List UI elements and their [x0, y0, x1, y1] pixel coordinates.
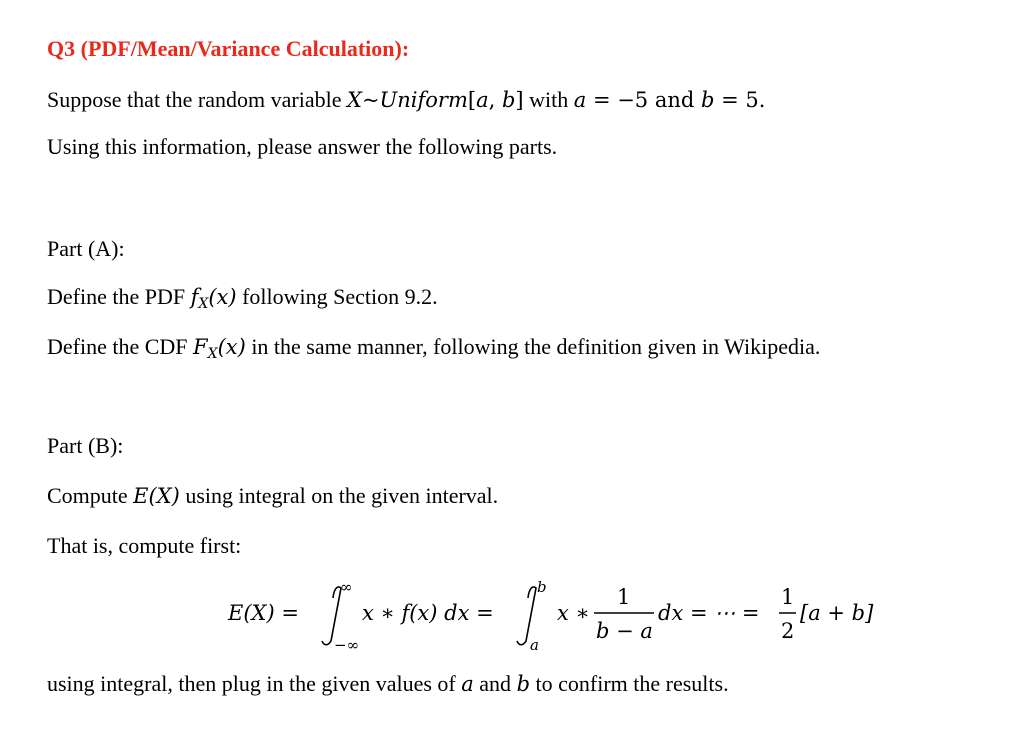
- frac-numerator: 1: [617, 585, 631, 609]
- cdf-text: Define the CDF: [47, 334, 194, 359]
- intro-text: Suppose that the random variable: [47, 87, 347, 112]
- compute-post-text: using integral on the given interval.: [179, 483, 499, 508]
- cdf-arg: (x): [217, 335, 246, 359]
- eq-result: [a + b]: [800, 601, 874, 625]
- expectation-equation: [0, 568, 1024, 658]
- pdf-symbol: f: [190, 285, 199, 309]
- tilde-symbol: ~: [361, 88, 380, 112]
- closing-post-text: to confirm the results.: [530, 671, 729, 696]
- part-b-closing: [47, 673, 729, 695]
- integral-lower-1: −∞: [334, 636, 360, 654]
- half-numerator: 1: [781, 585, 795, 609]
- b-value: = 5.: [714, 88, 766, 112]
- part-a-pdf: [47, 286, 438, 311]
- b-symbol: b: [701, 88, 715, 112]
- cdf-post-text: in the same manner, following the definition given in Wikipedia.: [245, 334, 821, 359]
- var-x: X: [346, 88, 362, 112]
- closing-text: using integral, then plug in the given values of: [47, 671, 462, 696]
- with-text: with: [523, 87, 574, 112]
- a-symbol: a: [573, 88, 587, 112]
- distribution-name: Uniform: [379, 88, 468, 112]
- question-intro: [47, 89, 765, 111]
- part-b-compute: [47, 485, 498, 507]
- part-a-heading: Part (A):: [47, 236, 125, 261]
- pdf-text: Define the PDF: [47, 284, 191, 309]
- eq-dx-dots: dx = ⋯ =: [658, 601, 760, 625]
- eq-integrand-1: x ∗ f(x) dx =: [362, 601, 494, 625]
- pdf-post-text: following Section 9.2.: [236, 284, 438, 309]
- pdf-arg: (x): [208, 285, 237, 309]
- integral-lower-2: a: [530, 636, 539, 654]
- closing-mid-text: and: [473, 671, 517, 696]
- part-b-heading: Part (B):: [47, 433, 124, 458]
- eq-lhs: E(X) =: [228, 601, 299, 625]
- eq-x-times: x ∗: [557, 601, 590, 625]
- a-value: = −5 and: [586, 88, 702, 112]
- pdf-subscript: X: [198, 296, 209, 312]
- part-b-first: That is, compute first:: [47, 533, 242, 558]
- frac-denominator: b − a: [596, 619, 653, 643]
- closing-a-symbol: a: [461, 672, 474, 696]
- expectation-symbol: E(X): [133, 484, 180, 508]
- question-title: Q3 (PDF/Mean/Variance Calculation):: [47, 36, 410, 61]
- integral-upper-1: ∞: [340, 578, 353, 596]
- cdf-subscript: X: [207, 346, 218, 362]
- distribution-params: [a, b]: [467, 88, 524, 112]
- closing-b-symbol: b: [516, 672, 531, 696]
- question-instruction: Using this information, please answer the following parts.: [47, 134, 558, 159]
- cdf-symbol: F: [193, 335, 208, 359]
- half-denominator: 2: [781, 619, 795, 643]
- compute-text: Compute: [47, 483, 134, 508]
- part-a-cdf: [47, 336, 820, 361]
- integral-upper-2: b: [537, 578, 547, 596]
